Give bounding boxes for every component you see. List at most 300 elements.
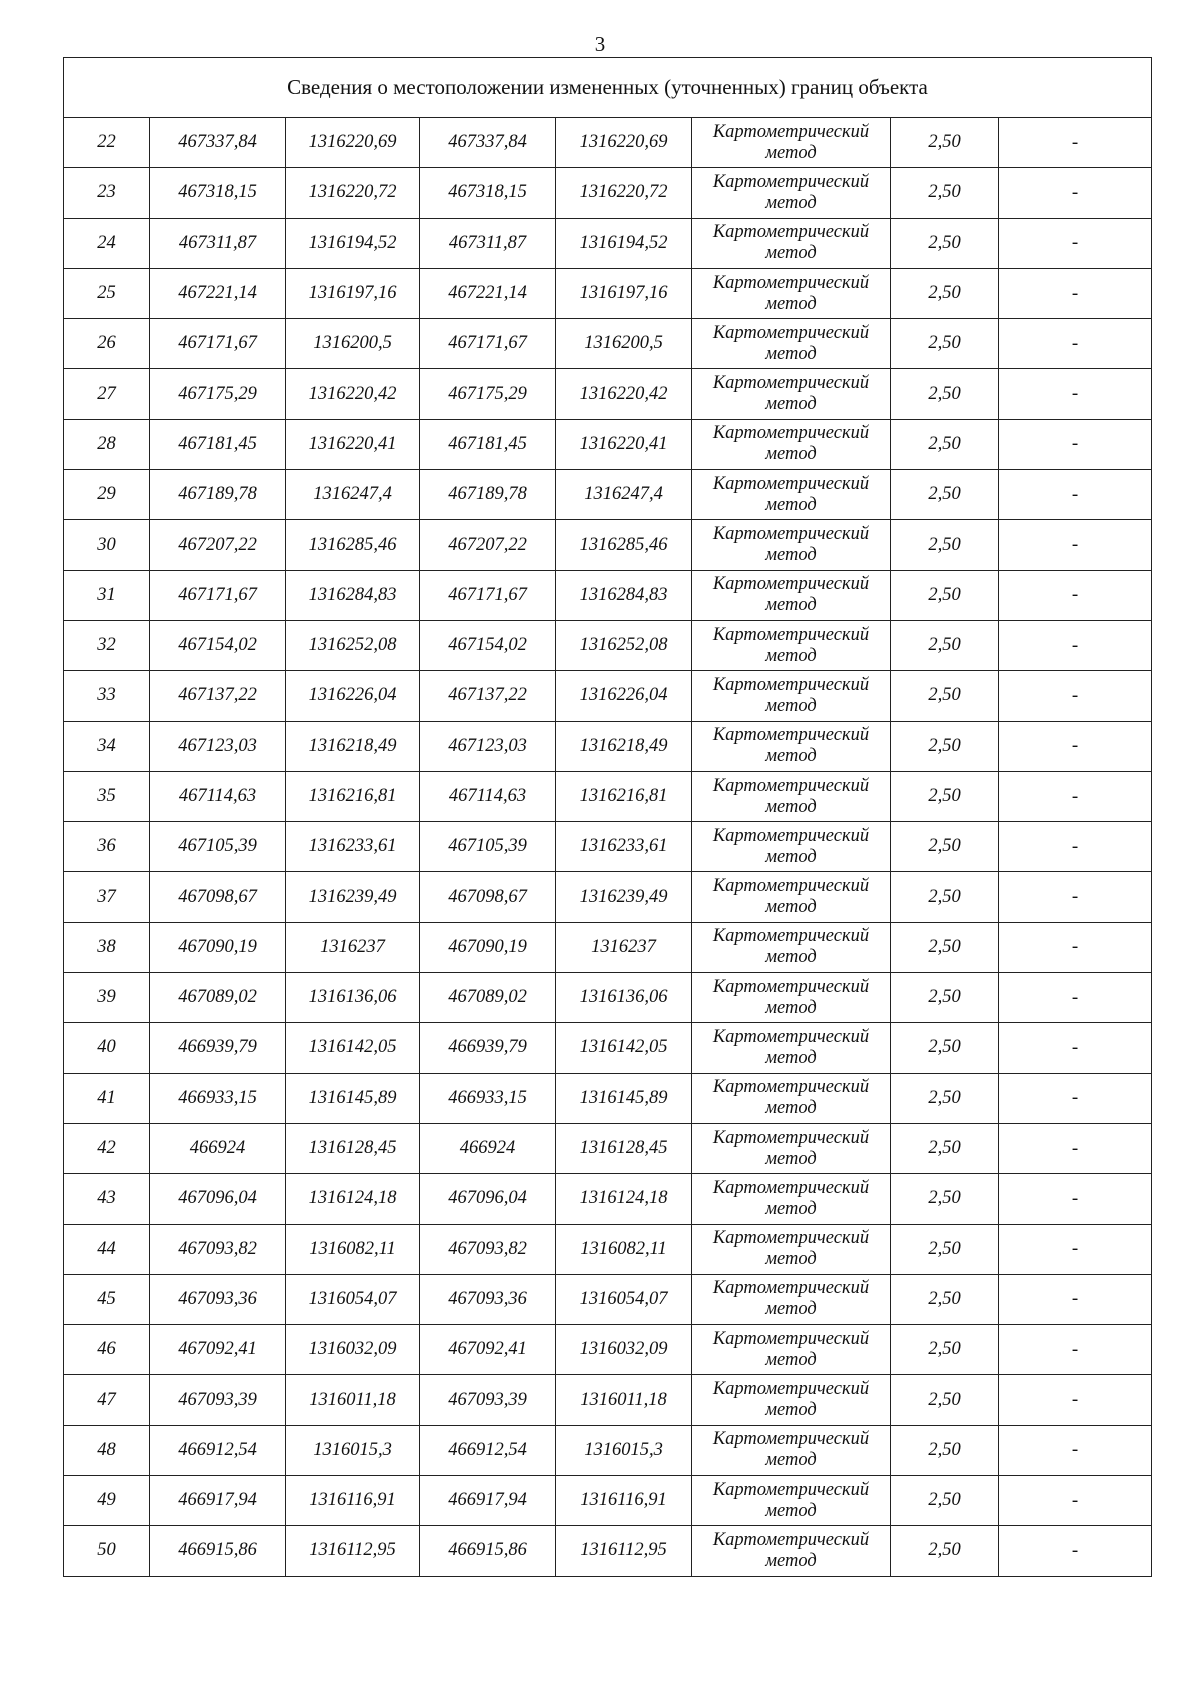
point-number-cell: 25: [64, 268, 150, 318]
new-y-cell: 1316116,91: [556, 1476, 692, 1526]
method-line-1: Картометрический: [712, 222, 870, 243]
method-cell: [692, 620, 891, 670]
point-number-cell: 46: [64, 1325, 150, 1375]
method-line-2: метод: [765, 1400, 817, 1421]
method-line-1: Картометрический: [712, 624, 870, 645]
table-row: [64, 922, 1152, 972]
new-x-cell: 466915,86: [420, 1526, 556, 1576]
old-y-cell: 1316136,06: [286, 973, 420, 1023]
method-line-2: метод: [765, 997, 817, 1018]
new-y-cell: 1316233,61: [556, 822, 692, 872]
method-line-1: Картометрический: [712, 1177, 870, 1198]
table-row: [64, 168, 1152, 218]
table-row: [64, 822, 1152, 872]
old-x-cell: 467092,41: [150, 1325, 286, 1375]
new-x-cell: 467171,67: [420, 570, 556, 620]
new-x-cell: 467114,63: [420, 771, 556, 821]
new-x-cell: 467181,45: [420, 419, 556, 469]
method-cell: [692, 470, 891, 520]
accuracy-cell: 2,50: [891, 268, 999, 318]
method-line-2: метод: [765, 343, 817, 364]
method-cell: [692, 218, 891, 268]
table-row: [64, 1375, 1152, 1425]
point-number-cell: 41: [64, 1073, 150, 1123]
method-line-1: Картометрический: [712, 1077, 870, 1098]
old-y-cell: 1316218,49: [286, 721, 420, 771]
new-y-cell: 1316220,69: [556, 118, 692, 168]
method-cell: [692, 671, 891, 721]
method-line-1: Картометрический: [712, 674, 870, 695]
table-row: [64, 1476, 1152, 1526]
old-y-cell: 1316197,16: [286, 268, 420, 318]
old-x-cell: 467105,39: [150, 822, 286, 872]
method-line-2: метод: [765, 746, 817, 767]
old-y-cell: 1316237: [286, 922, 420, 972]
point-number-cell: 22: [64, 118, 150, 168]
point-number-cell: 39: [64, 973, 150, 1023]
new-y-cell: 1316136,06: [556, 973, 692, 1023]
old-x-cell: 467181,45: [150, 419, 286, 469]
description-cell: -: [999, 570, 1152, 620]
method-cell: [692, 1073, 891, 1123]
new-x-cell: 467318,15: [420, 168, 556, 218]
table-row: [64, 771, 1152, 821]
old-y-cell: 1316145,89: [286, 1073, 420, 1123]
new-y-cell: 1316226,04: [556, 671, 692, 721]
accuracy-cell: 2,50: [891, 1174, 999, 1224]
new-y-cell: 1316239,49: [556, 872, 692, 922]
description-cell: -: [999, 319, 1152, 369]
old-x-cell: 466924: [150, 1123, 286, 1173]
method-cell: [692, 369, 891, 419]
method-line-2: метод: [765, 1500, 817, 1521]
method-cell: [692, 922, 891, 972]
old-y-cell: 1316285,46: [286, 520, 420, 570]
new-y-cell: 1316218,49: [556, 721, 692, 771]
point-number-cell: 31: [64, 570, 150, 620]
old-x-cell: 467311,87: [150, 218, 286, 268]
point-number-cell: 48: [64, 1425, 150, 1475]
old-x-cell: 466917,94: [150, 1476, 286, 1526]
old-y-cell: 1316226,04: [286, 671, 420, 721]
new-x-cell: 467154,02: [420, 620, 556, 670]
accuracy-cell: 2,50: [891, 721, 999, 771]
method-line-1: Картометрический: [712, 524, 870, 545]
method-line-2: метод: [765, 1047, 817, 1068]
point-number-cell: 28: [64, 419, 150, 469]
point-number-cell: 30: [64, 520, 150, 570]
method-line-1: Картометрический: [712, 1379, 870, 1400]
method-line-2: метод: [765, 494, 817, 515]
description-cell: -: [999, 118, 1152, 168]
description-cell: -: [999, 1023, 1152, 1073]
description-cell: -: [999, 872, 1152, 922]
point-number-cell: 42: [64, 1123, 150, 1173]
old-y-cell: 1316200,5: [286, 319, 420, 369]
method-line-1: Картометрический: [712, 876, 870, 897]
old-y-cell: 1316239,49: [286, 872, 420, 922]
new-x-cell: 466917,94: [420, 1476, 556, 1526]
accuracy-cell: 2,50: [891, 973, 999, 1023]
accuracy-cell: 2,50: [891, 771, 999, 821]
description-cell: -: [999, 1274, 1152, 1324]
method-line-1: Картометрический: [712, 423, 870, 444]
new-y-cell: 1316220,72: [556, 168, 692, 218]
method-line-1: Картометрический: [712, 1479, 870, 1500]
description-cell: -: [999, 1526, 1152, 1576]
point-number-cell: 45: [64, 1274, 150, 1324]
method-line-2: метод: [765, 846, 817, 867]
old-x-cell: 467221,14: [150, 268, 286, 318]
old-x-cell: 467318,15: [150, 168, 286, 218]
new-y-cell: 1316032,09: [556, 1325, 692, 1375]
point-number-cell: 47: [64, 1375, 150, 1425]
new-x-cell: 467093,82: [420, 1224, 556, 1274]
table-row: [64, 1224, 1152, 1274]
description-cell: -: [999, 1174, 1152, 1224]
method-line-2: метод: [765, 947, 817, 968]
method-line-2: метод: [765, 1249, 817, 1270]
method-line-2: метод: [765, 1550, 817, 1571]
method-line-1: Картометрический: [712, 926, 870, 947]
accuracy-cell: 2,50: [891, 419, 999, 469]
table-row: [64, 671, 1152, 721]
method-line-2: метод: [765, 192, 817, 213]
new-x-cell: 467171,67: [420, 319, 556, 369]
accuracy-cell: 2,50: [891, 118, 999, 168]
method-line-2: метод: [765, 1098, 817, 1119]
accuracy-cell: 2,50: [891, 872, 999, 922]
new-x-cell: 466933,15: [420, 1073, 556, 1123]
old-y-cell: 1316284,83: [286, 570, 420, 620]
table-row: [64, 1425, 1152, 1475]
description-cell: -: [999, 721, 1152, 771]
table-row: [64, 369, 1152, 419]
accuracy-cell: 2,50: [891, 1325, 999, 1375]
point-number-cell: 29: [64, 470, 150, 520]
old-y-cell: 1316142,05: [286, 1023, 420, 1073]
method-cell: [692, 1325, 891, 1375]
method-line-2: метод: [765, 394, 817, 415]
method-line-1: Картометрический: [712, 1328, 870, 1349]
table-row: [64, 1023, 1152, 1073]
old-x-cell: 467207,22: [150, 520, 286, 570]
accuracy-cell: 2,50: [891, 822, 999, 872]
old-y-cell: 1316082,11: [286, 1224, 420, 1274]
method-line-2: метод: [765, 595, 817, 616]
method-cell: [692, 520, 891, 570]
new-x-cell: 467175,29: [420, 369, 556, 419]
old-x-cell: 467123,03: [150, 721, 286, 771]
description-cell: -: [999, 1476, 1152, 1526]
old-y-cell: 1316220,41: [286, 419, 420, 469]
description-cell: -: [999, 771, 1152, 821]
method-line-2: метод: [765, 1198, 817, 1219]
method-line-1: Картометрический: [712, 272, 870, 293]
method-line-2: метод: [765, 796, 817, 817]
old-x-cell: 467093,82: [150, 1224, 286, 1274]
table-row: [64, 268, 1152, 318]
method-line-1: Картометрический: [712, 373, 870, 394]
description-cell: -: [999, 1375, 1152, 1425]
table-row: [64, 570, 1152, 620]
new-y-cell: 1316142,05: [556, 1023, 692, 1073]
table-row: [64, 520, 1152, 570]
description-cell: -: [999, 520, 1152, 570]
new-x-cell: 467337,84: [420, 118, 556, 168]
method-cell: [692, 822, 891, 872]
method-line-2: метод: [765, 695, 817, 716]
new-x-cell: 467137,22: [420, 671, 556, 721]
old-y-cell: 1316220,42: [286, 369, 420, 419]
point-number-cell: 33: [64, 671, 150, 721]
point-number-cell: 36: [64, 822, 150, 872]
new-x-cell: 467092,41: [420, 1325, 556, 1375]
new-y-cell: 1316197,16: [556, 268, 692, 318]
point-number-cell: 34: [64, 721, 150, 771]
old-y-cell: 1316247,4: [286, 470, 420, 520]
old-x-cell: 467137,22: [150, 671, 286, 721]
point-number-cell: 38: [64, 922, 150, 972]
point-number-cell: 23: [64, 168, 150, 218]
boundary-coordinates-table: [63, 57, 1152, 1577]
old-x-cell: 467171,67: [150, 570, 286, 620]
description-cell: -: [999, 1325, 1152, 1375]
description-cell: -: [999, 922, 1152, 972]
table-header-row: [64, 58, 1152, 118]
point-number-cell: 26: [64, 319, 150, 369]
old-y-cell: 1316054,07: [286, 1274, 420, 1324]
old-y-cell: 1316252,08: [286, 620, 420, 670]
new-x-cell: 467093,36: [420, 1274, 556, 1324]
old-x-cell: 466912,54: [150, 1425, 286, 1475]
new-y-cell: 1316247,4: [556, 470, 692, 520]
page-number: 3: [594, 32, 606, 56]
method-line-2: метод: [765, 545, 817, 566]
point-number-cell: 35: [64, 771, 150, 821]
new-y-cell: 1316220,41: [556, 419, 692, 469]
accuracy-cell: 2,50: [891, 369, 999, 419]
new-y-cell: 1316112,95: [556, 1526, 692, 1576]
description-cell: -: [999, 620, 1152, 670]
new-y-cell: 1316194,52: [556, 218, 692, 268]
method-line-1: Картометрический: [712, 1228, 870, 1249]
method-cell: [692, 1526, 891, 1576]
accuracy-cell: 2,50: [891, 1023, 999, 1073]
table-row: [64, 1325, 1152, 1375]
old-x-cell: 466933,15: [150, 1073, 286, 1123]
new-y-cell: 1316015,3: [556, 1425, 692, 1475]
table-row: [64, 1274, 1152, 1324]
point-number-cell: 50: [64, 1526, 150, 1576]
accuracy-cell: 2,50: [891, 671, 999, 721]
method-line-1: Картометрический: [712, 1278, 870, 1299]
accuracy-cell: 2,50: [891, 570, 999, 620]
old-y-cell: 1316220,72: [286, 168, 420, 218]
method-line-2: метод: [765, 1349, 817, 1370]
method-cell: [692, 1123, 891, 1173]
method-line-2: метод: [765, 444, 817, 465]
new-x-cell: 467090,19: [420, 922, 556, 972]
table-row: [64, 1123, 1152, 1173]
method-cell: [692, 1224, 891, 1274]
old-x-cell: 466939,79: [150, 1023, 286, 1073]
point-number-cell: 32: [64, 620, 150, 670]
method-line-1: Картометрический: [712, 1429, 870, 1450]
accuracy-cell: 2,50: [891, 1375, 999, 1425]
description-cell: -: [999, 1123, 1152, 1173]
table-row: [64, 973, 1152, 1023]
new-x-cell: 467105,39: [420, 822, 556, 872]
old-x-cell: 467171,67: [150, 319, 286, 369]
table-row: [64, 1174, 1152, 1224]
method-cell: [692, 268, 891, 318]
table-title: Сведения о местоположении измененных (уточненных) границ объекта: [64, 58, 1152, 118]
table-row: [64, 118, 1152, 168]
old-x-cell: 467096,04: [150, 1174, 286, 1224]
accuracy-cell: 2,50: [891, 319, 999, 369]
accuracy-cell: 2,50: [891, 520, 999, 570]
description-cell: -: [999, 168, 1152, 218]
old-y-cell: 1316015,3: [286, 1425, 420, 1475]
method-line-1: Картометрический: [712, 171, 870, 192]
method-line-2: метод: [765, 243, 817, 264]
table-row: [64, 721, 1152, 771]
new-x-cell: 467098,67: [420, 872, 556, 922]
description-cell: -: [999, 1224, 1152, 1274]
old-y-cell: 1316233,61: [286, 822, 420, 872]
old-y-cell: 1316216,81: [286, 771, 420, 821]
accuracy-cell: 2,50: [891, 1425, 999, 1475]
method-line-1: Картометрический: [712, 1026, 870, 1047]
method-line-1: Картометрический: [712, 775, 870, 796]
point-number-cell: 24: [64, 218, 150, 268]
old-x-cell: 467098,67: [150, 872, 286, 922]
new-y-cell: 1316284,83: [556, 570, 692, 620]
old-y-cell: 1316194,52: [286, 218, 420, 268]
description-cell: -: [999, 218, 1152, 268]
accuracy-cell: 2,50: [891, 1123, 999, 1173]
point-number-cell: 37: [64, 872, 150, 922]
description-cell: -: [999, 369, 1152, 419]
method-line-2: метод: [765, 645, 817, 666]
point-number-cell: 44: [64, 1224, 150, 1274]
accuracy-cell: 2,50: [891, 1073, 999, 1123]
old-y-cell: 1316128,45: [286, 1123, 420, 1173]
new-x-cell: 467221,14: [420, 268, 556, 318]
new-x-cell: 467096,04: [420, 1174, 556, 1224]
old-y-cell: 1316124,18: [286, 1174, 420, 1224]
method-cell: [692, 570, 891, 620]
accuracy-cell: 2,50: [891, 218, 999, 268]
method-line-1: Картометрический: [712, 976, 870, 997]
old-y-cell: 1316220,69: [286, 118, 420, 168]
description-cell: -: [999, 1073, 1152, 1123]
new-y-cell: 1316082,11: [556, 1224, 692, 1274]
table-row: [64, 470, 1152, 520]
description-cell: -: [999, 470, 1152, 520]
accuracy-cell: 2,50: [891, 168, 999, 218]
table-row: [64, 1526, 1152, 1576]
method-line-2: метод: [765, 1148, 817, 1169]
old-x-cell: 467114,63: [150, 771, 286, 821]
new-x-cell: 466924: [420, 1123, 556, 1173]
new-y-cell: 1316128,45: [556, 1123, 692, 1173]
old-y-cell: 1316116,91: [286, 1476, 420, 1526]
point-number-cell: 43: [64, 1174, 150, 1224]
new-y-cell: 1316252,08: [556, 620, 692, 670]
method-cell: [692, 771, 891, 821]
new-y-cell: 1316216,81: [556, 771, 692, 821]
old-x-cell: 466915,86: [150, 1526, 286, 1576]
description-cell: -: [999, 973, 1152, 1023]
new-x-cell: 466912,54: [420, 1425, 556, 1475]
new-x-cell: 467089,02: [420, 973, 556, 1023]
table-body: [64, 118, 1152, 1577]
point-number-cell: 40: [64, 1023, 150, 1073]
table-row: [64, 319, 1152, 369]
old-x-cell: 467175,29: [150, 369, 286, 419]
point-number-cell: 49: [64, 1476, 150, 1526]
description-cell: -: [999, 268, 1152, 318]
method-line-2: метод: [765, 1299, 817, 1320]
method-line-1: Картометрический: [712, 1529, 870, 1550]
accuracy-cell: 2,50: [891, 470, 999, 520]
old-y-cell: 1316011,18: [286, 1375, 420, 1425]
method-cell: [692, 319, 891, 369]
method-cell: [692, 973, 891, 1023]
old-x-cell: 467189,78: [150, 470, 286, 520]
new-y-cell: 1316054,07: [556, 1274, 692, 1324]
old-y-cell: 1316032,09: [286, 1325, 420, 1375]
new-x-cell: 467123,03: [420, 721, 556, 771]
old-x-cell: 467154,02: [150, 620, 286, 670]
method-line-1: Картометрический: [712, 473, 870, 494]
method-cell: [692, 1375, 891, 1425]
new-y-cell: 1316124,18: [556, 1174, 692, 1224]
table-row: [64, 620, 1152, 670]
method-line-1: Картометрический: [712, 725, 870, 746]
description-cell: -: [999, 1425, 1152, 1475]
method-cell: [692, 419, 891, 469]
accuracy-cell: 2,50: [891, 620, 999, 670]
method-line-1: Картометрический: [712, 121, 870, 142]
method-line-2: метод: [765, 142, 817, 163]
method-cell: [692, 118, 891, 168]
method-line-1: Картометрический: [712, 574, 870, 595]
method-cell: [692, 1425, 891, 1475]
new-y-cell: 1316285,46: [556, 520, 692, 570]
method-cell: [692, 1274, 891, 1324]
accuracy-cell: 2,50: [891, 922, 999, 972]
new-x-cell: 467311,87: [420, 218, 556, 268]
new-y-cell: 1316200,5: [556, 319, 692, 369]
old-y-cell: 1316112,95: [286, 1526, 420, 1576]
new-y-cell: 1316145,89: [556, 1073, 692, 1123]
new-y-cell: 1316220,42: [556, 369, 692, 419]
description-cell: -: [999, 671, 1152, 721]
old-x-cell: 467337,84: [150, 118, 286, 168]
method-line-1: Картометрический: [712, 825, 870, 846]
method-cell: [692, 1174, 891, 1224]
method-cell: [692, 1476, 891, 1526]
new-y-cell: 1316237: [556, 922, 692, 972]
method-cell: [692, 168, 891, 218]
method-line-2: метод: [765, 1450, 817, 1471]
method-cell: [692, 721, 891, 771]
new-x-cell: 467189,78: [420, 470, 556, 520]
accuracy-cell: 2,50: [891, 1274, 999, 1324]
